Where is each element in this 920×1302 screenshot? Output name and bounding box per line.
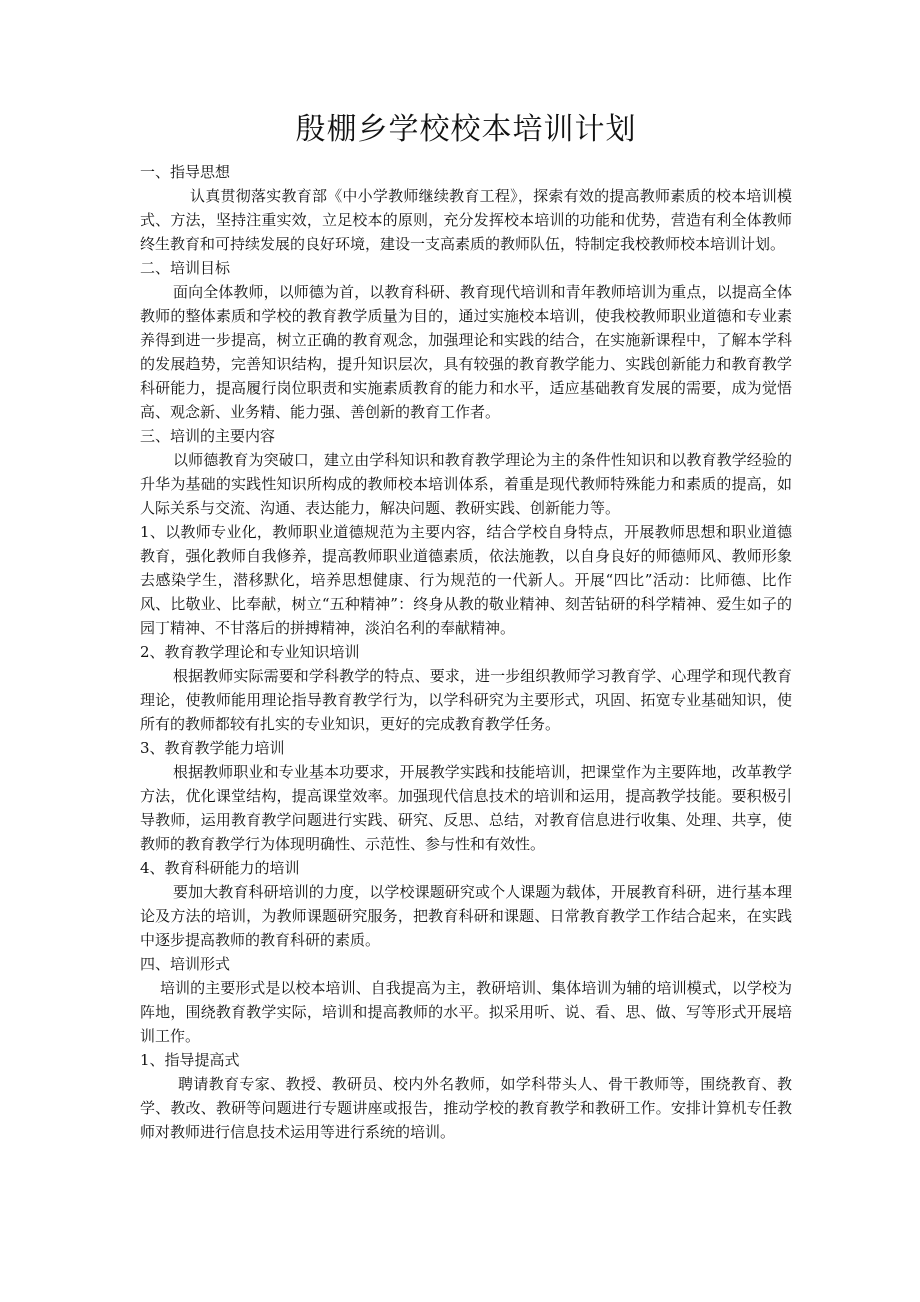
- subsection-heading: 3、教育教学能力培训: [140, 739, 285, 757]
- paragraph: 以师德教育为突破口，建立由学科知识和教育教学理论为主的条件性知识和以教育教学经验的升华为基础的实践性知识所构成的教师校本培训体系，着重是现代教师特殊能力和素质的提高，如人际关系与交流、沟通、表达能力，解决问题、教研实践、创新能力等。: [140, 451, 792, 517]
- document-page: [140, 110, 792, 1144]
- section-heading-guiding-ideology: 一、指导思想: [140, 163, 231, 181]
- paragraph: 面向全体教师，以师德为首，以教育科研、教育现代培训和青年教师培训为重点，以提高全体教师的整体素质和学校的教育教学质量为目的，通过实施校本培训，使我校教师职业道德和专业素养得到进一步提高，树立正确的教育观念，加强理论和实践的结合，在实施新课程中，了解本学科的发展趋势，完善知识结构，提升知识层次，具有较强的教育教学能力、实践创新能力和教育教学科研能力，提高履行岗位职责和实施素质教育的能力和水平，适应基础教育发展的需要，成为觉悟高、观念新、业务精、能力强、善创新的教育工作者。: [140, 283, 792, 421]
- section-heading-training-goals: 二、培训目标: [140, 259, 231, 277]
- paragraph: 认真贯彻落实教育部《中小学教师继续教育工程》，探索有效的提高教师素质的校本培训模式、方法，坚持注重实效，立足校本的原则，充分发挥校本培训的功能和优势，营造有利全体教师终生教育和可持续发展的良好环境，建设一支高素质的教师队伍，特制定我校教师校本培训计划。: [140, 187, 792, 253]
- section-heading-main-content: 三、培训的主要内容: [140, 427, 276, 445]
- subsection-heading: 1、指导提高式: [140, 1051, 240, 1069]
- subsection-heading: 4、教育科研能力的培训: [140, 859, 300, 877]
- paragraph: 要加大教育科研培训的力度，以学校课题研究或个人课题为载体，开展教育科研，进行基本理论及方法的培训，为教师课题研究服务，把教育科研和课题、日常教育教学工作结合起来，在实践中逐步提高教师的教育科研的素质。: [140, 883, 792, 949]
- paragraph: 根据教师实际需要和学科教学的特点、要求，进一步组织教师学习教育学、心理学和现代教育理论，使教师能用理论指导教育教学行为，以学科研究为主要形式，巩固、拓宽专业基础知识，使所有的教师都较有扎实的专业知识，更好的完成教育教学任务。: [140, 667, 792, 733]
- paragraph: 聘请教育专家、教授、教研员、校内外名教师，如学科带头人、骨干教师等，围绕教育、教学、教改、教研等问题进行专题讲座或报告，推动学校的教育教学和教研工作。安排计算机专任教师对教师进行信息技术运用等进行系统的培训。: [140, 1075, 792, 1141]
- document-title: 殷棚乡学校校本培训计划: [295, 112, 637, 147]
- paragraph: 根据教师职业和专业基本功要求，开展教学实践和技能培训，把课堂作为主要阵地，改革教学方法，优化课堂结构，提高课堂效率。加强现代信息技术的培训和运用，提高教学技能。要积极引导教师，运用教育教学问题进行实践、研究、反思、总结，对教育信息进行收集、处理、共享，使教师的教育教学行为体现明确性、示范性、参与性和有效性。: [140, 763, 792, 853]
- list-item: 1、以教师专业化，教师职业道德规范为主要内容，结合学校自身特点，开展教师思想和职业道德教育，强化教师自我修养，提高教师职业道德素质，依法施教，以自身良好的师德师风、教师形象去感染学生，潜移默化，培养思想健康、行为规范的一代新人。开展“四比”活动：比师德、比作风、比敬业、比奉献，树立“五种精神”：终身从教的敬业精神、刻苦钻研的科学精神、爱生如子的园丁精神、不甘落后的拼搏精神，淡泊名利的奉献精神。: [140, 523, 792, 637]
- subsection-heading: 2、教育教学理论和专业知识培训: [140, 643, 360, 661]
- section-heading-training-forms: 四、培训形式: [140, 955, 231, 973]
- paragraph: 培训的主要形式是以校本培训、自我提高为主，教研培训、集体培训为辅的培训模式，以学校为阵地，围绕教育教学实际，培训和提高教师的水平。拟采用听、说、看、思、做、写等形式开展培训工作。: [140, 979, 792, 1045]
